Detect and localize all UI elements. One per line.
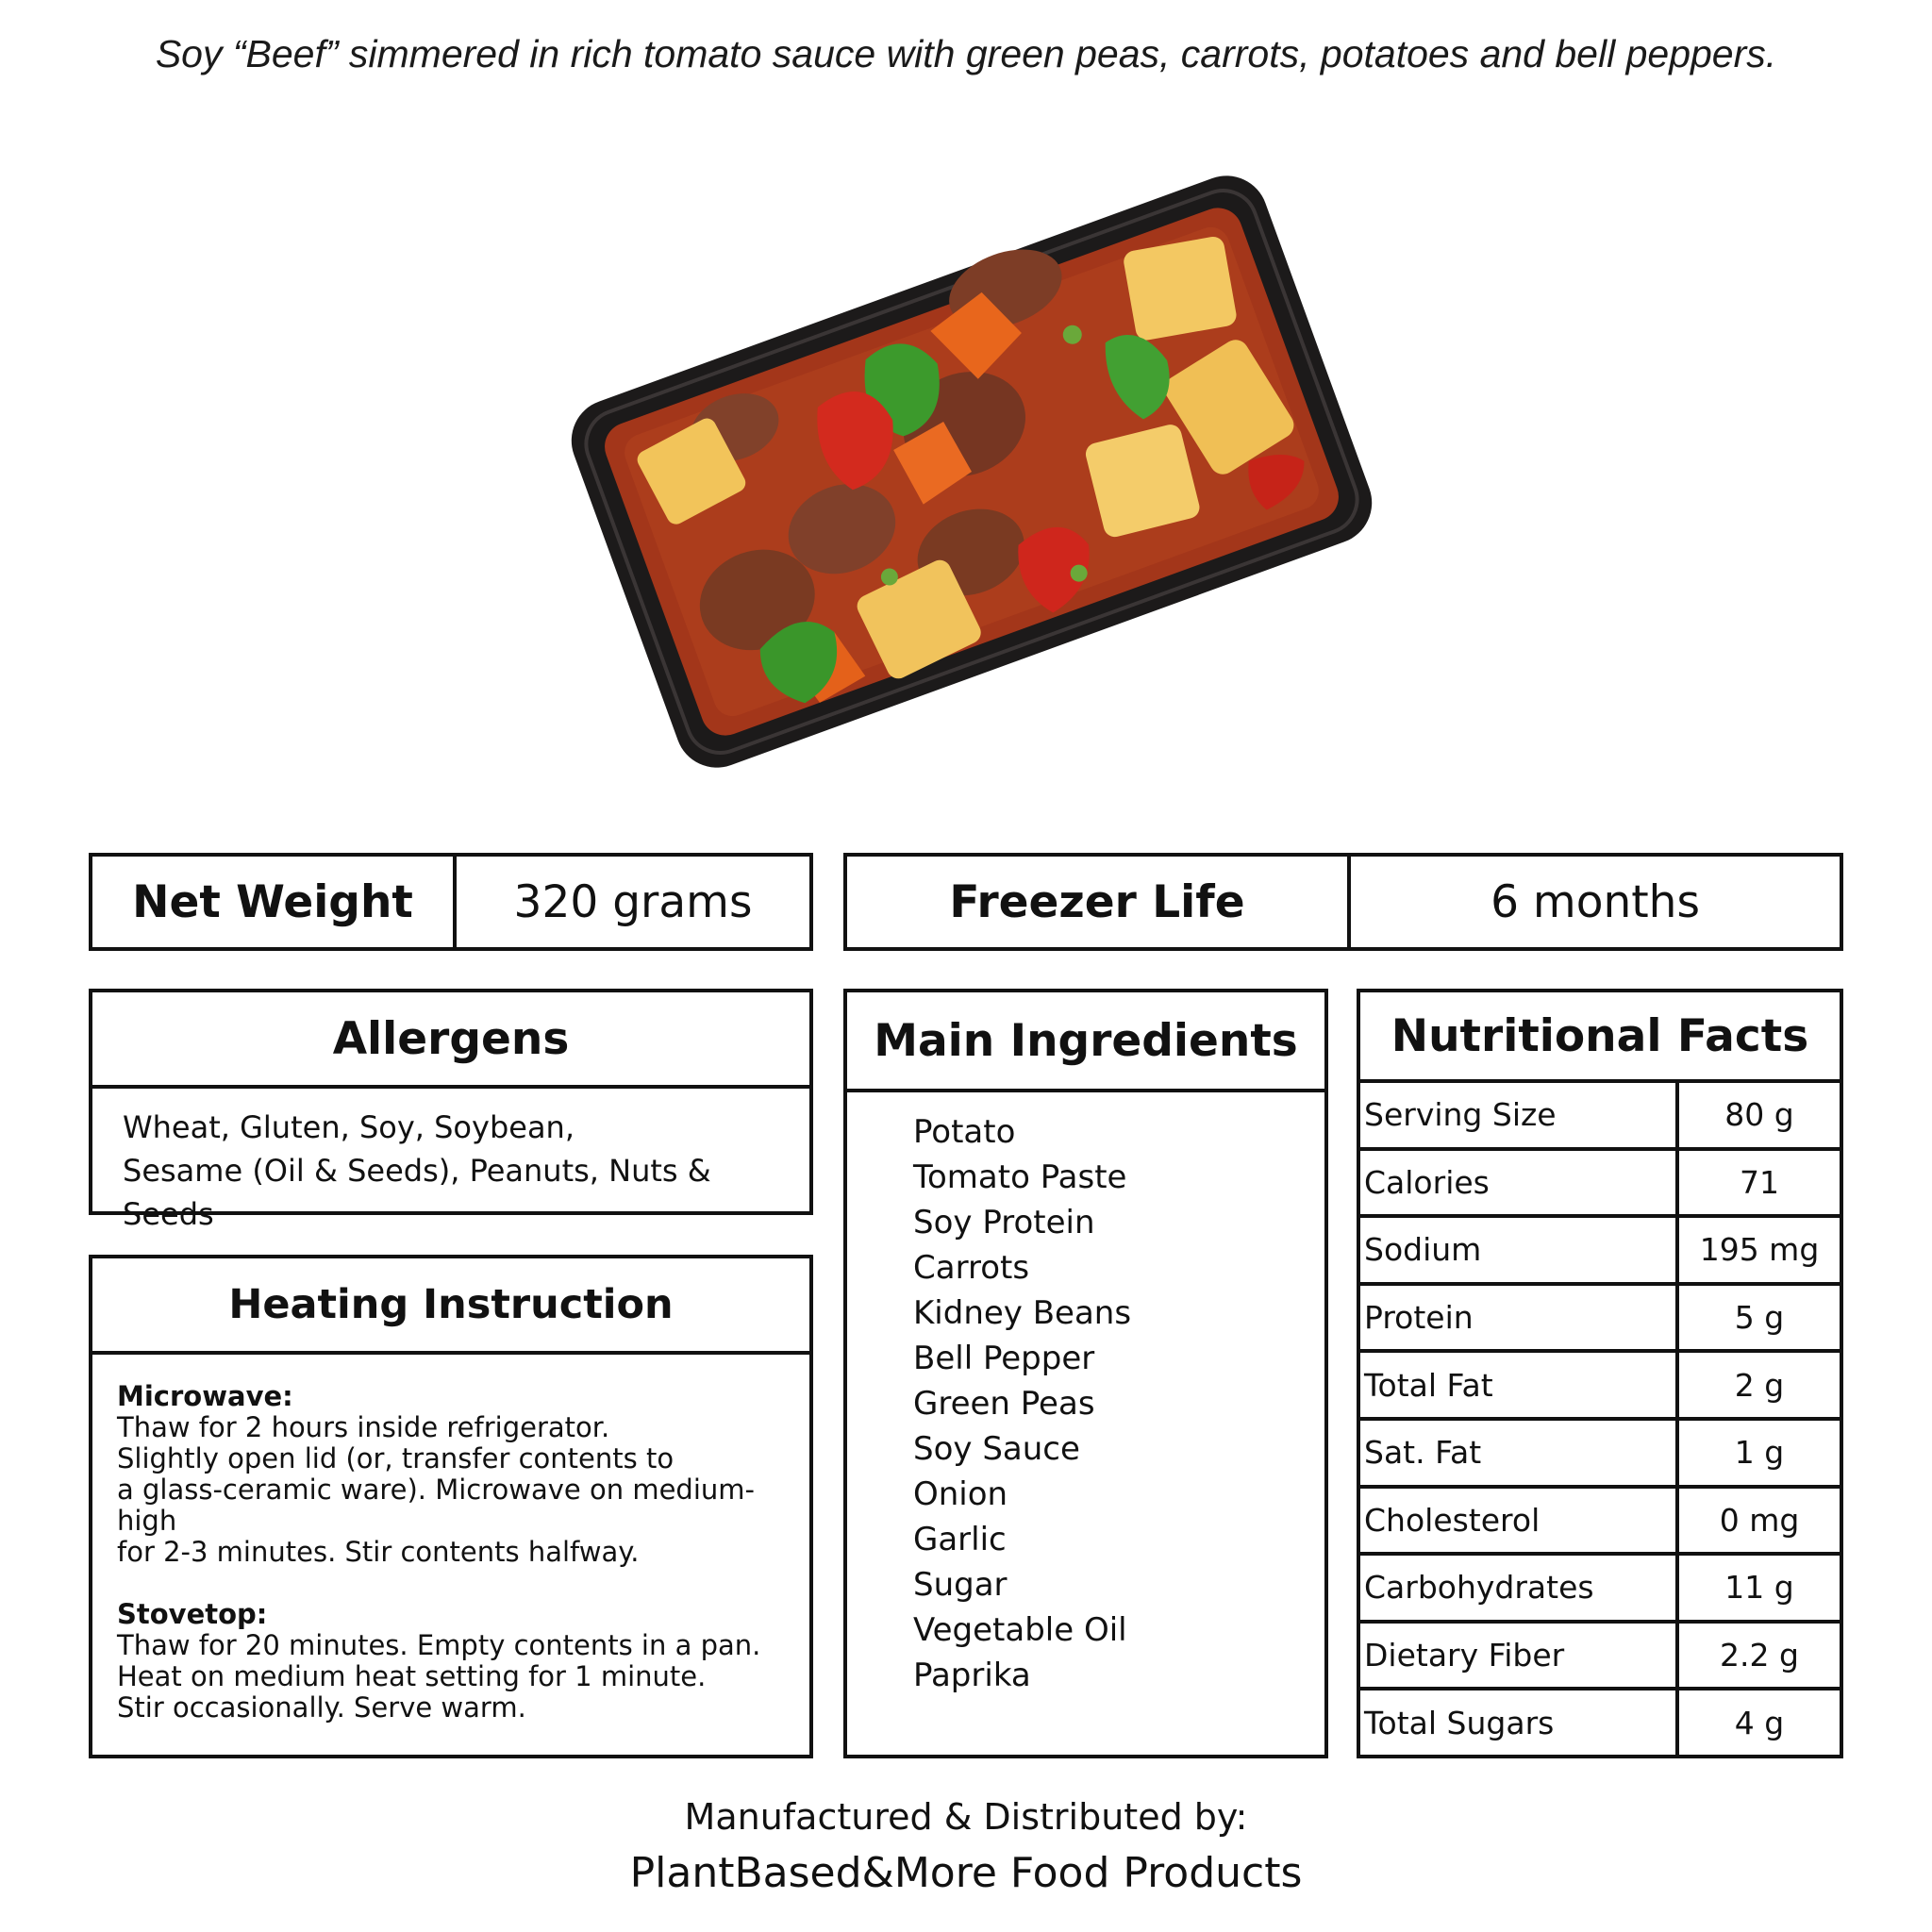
nutrition-value: 2 g — [1734, 1366, 1785, 1404]
nutrition-value: 1 g — [1734, 1434, 1785, 1472]
nutrition-value: 4 g — [1734, 1704, 1785, 1741]
ingredient-item: Vegetable Oil — [913, 1611, 1127, 1649]
ingredient-item: Onion — [913, 1475, 1008, 1513]
nutrition-label: Calories — [1360, 1151, 1679, 1215]
heating-body — [92, 1355, 809, 1724]
ingredient-item: Potato — [913, 1113, 1016, 1151]
nutrition-label: Sodium — [1360, 1218, 1679, 1282]
nutrition-label: Dietary Fiber — [1360, 1624, 1679, 1688]
nutrition-row — [1360, 1286, 1840, 1354]
allergens-title: Allergens — [92, 992, 809, 1089]
allergens-line: Sesame (Oil & Seeds), Peanuts, Nuts & Seeds — [123, 1153, 711, 1232]
allergens-line: Wheat, Gluten, Soy, Soybean, — [123, 1109, 575, 1145]
stovetop-line: Stir occasionally. Serve warm. — [117, 1691, 526, 1724]
microwave-line: for 2-3 minutes. Stir contents halfway. — [117, 1536, 640, 1568]
nutrition-value: 195 mg — [1699, 1231, 1820, 1269]
nutrition-row — [1360, 1151, 1840, 1219]
nutritional-facts-panel — [1357, 989, 1843, 1758]
nutrition-row — [1360, 1353, 1840, 1421]
nutrition-value: 11 g — [1724, 1569, 1794, 1607]
nutrition-value: 0 mg — [1719, 1501, 1800, 1539]
ingredient-item: Carrots — [913, 1249, 1030, 1287]
nutrition-row — [1360, 1083, 1840, 1151]
nutrition-label: Total Sugars — [1360, 1690, 1679, 1755]
net-weight-label: Net Weight — [92, 857, 457, 947]
nutrition-label: Carbohydrates — [1360, 1556, 1679, 1620]
nutrition-row — [1360, 1421, 1840, 1489]
nutrition-value: 2.2 g — [1720, 1637, 1799, 1674]
nutrition-value: 5 g — [1734, 1299, 1785, 1337]
nutrition-title: Nutritional Facts — [1360, 992, 1840, 1083]
ingredient-item: Paprika — [913, 1657, 1031, 1694]
nutrition-value: 80 g — [1724, 1096, 1794, 1134]
nutrition-label: Total Fat — [1360, 1353, 1679, 1417]
microwave-line: Slightly open lid (or, transfer contents to — [117, 1442, 675, 1474]
freezer-life-value: 6 months — [1491, 875, 1700, 928]
ingredient-item: Green Peas — [913, 1385, 1095, 1423]
heating-instruction-panel — [89, 1255, 813, 1758]
potato-chunk — [1122, 235, 1238, 341]
main-ingredients-panel — [843, 989, 1328, 1758]
ingredient-item: Bell Pepper — [913, 1340, 1095, 1377]
ingredients-list — [847, 1092, 1324, 1698]
freezer-life-label: Freezer Life — [847, 857, 1351, 947]
nutrition-row — [1360, 1690, 1840, 1755]
stovetop-line: Heat on medium heat setting for 1 minute. — [117, 1660, 707, 1692]
ingredient-item: Kidney Beans — [913, 1294, 1132, 1332]
nutrition-label: Protein — [1360, 1286, 1679, 1350]
ingredient-item: Sugar — [913, 1566, 1008, 1604]
product-tagline: Soy “Beef” simmered in rich tomato sauce with green peas, carrots, potatoes and bell peppers. — [155, 32, 1777, 75]
manufacturer-caption: Manufactured & Distributed by: — [684, 1796, 1248, 1838]
nutrition-label: Cholesterol — [1360, 1489, 1679, 1553]
ingredient-item: Tomato Paste — [913, 1158, 1127, 1196]
heating-title: Heating Instruction — [92, 1258, 809, 1355]
nutrition-label: Serving Size — [1360, 1083, 1679, 1147]
ingredients-title: Main Ingredients — [847, 992, 1324, 1092]
microwave-line: a glass-ceramic ware). Microwave on medium-high — [117, 1474, 755, 1537]
net-weight-value: 320 grams — [513, 875, 753, 928]
net-weight-bar — [89, 853, 813, 951]
ingredient-item: Garlic — [913, 1521, 1007, 1558]
stovetop-title: Stovetop: — [117, 1598, 268, 1630]
microwave-line: Thaw for 2 hours inside refrigerator. — [117, 1411, 610, 1443]
ingredient-item: Soy Protein — [913, 1204, 1095, 1241]
allergens-panel — [89, 989, 813, 1232]
manufacturer-name: PlantBased&More Food Products — [629, 1849, 1303, 1897]
nutrition-value: 71 — [1740, 1163, 1779, 1201]
allergens-body — [92, 1089, 809, 1236]
nutrition-row — [1360, 1489, 1840, 1557]
stovetop-line: Thaw for 20 minutes. Empty contents in a pan. — [117, 1629, 761, 1661]
nutrition-row — [1360, 1624, 1840, 1691]
meal-tray-image — [538, 113, 1406, 830]
nutrition-row — [1360, 1218, 1840, 1286]
microwave-title: Microwave: — [117, 1380, 293, 1412]
ingredient-item: Soy Sauce — [913, 1430, 1080, 1468]
nutrition-label: Sat. Fat — [1360, 1421, 1679, 1485]
nutrition-row — [1360, 1556, 1840, 1624]
freezer-life-bar — [843, 853, 1843, 951]
